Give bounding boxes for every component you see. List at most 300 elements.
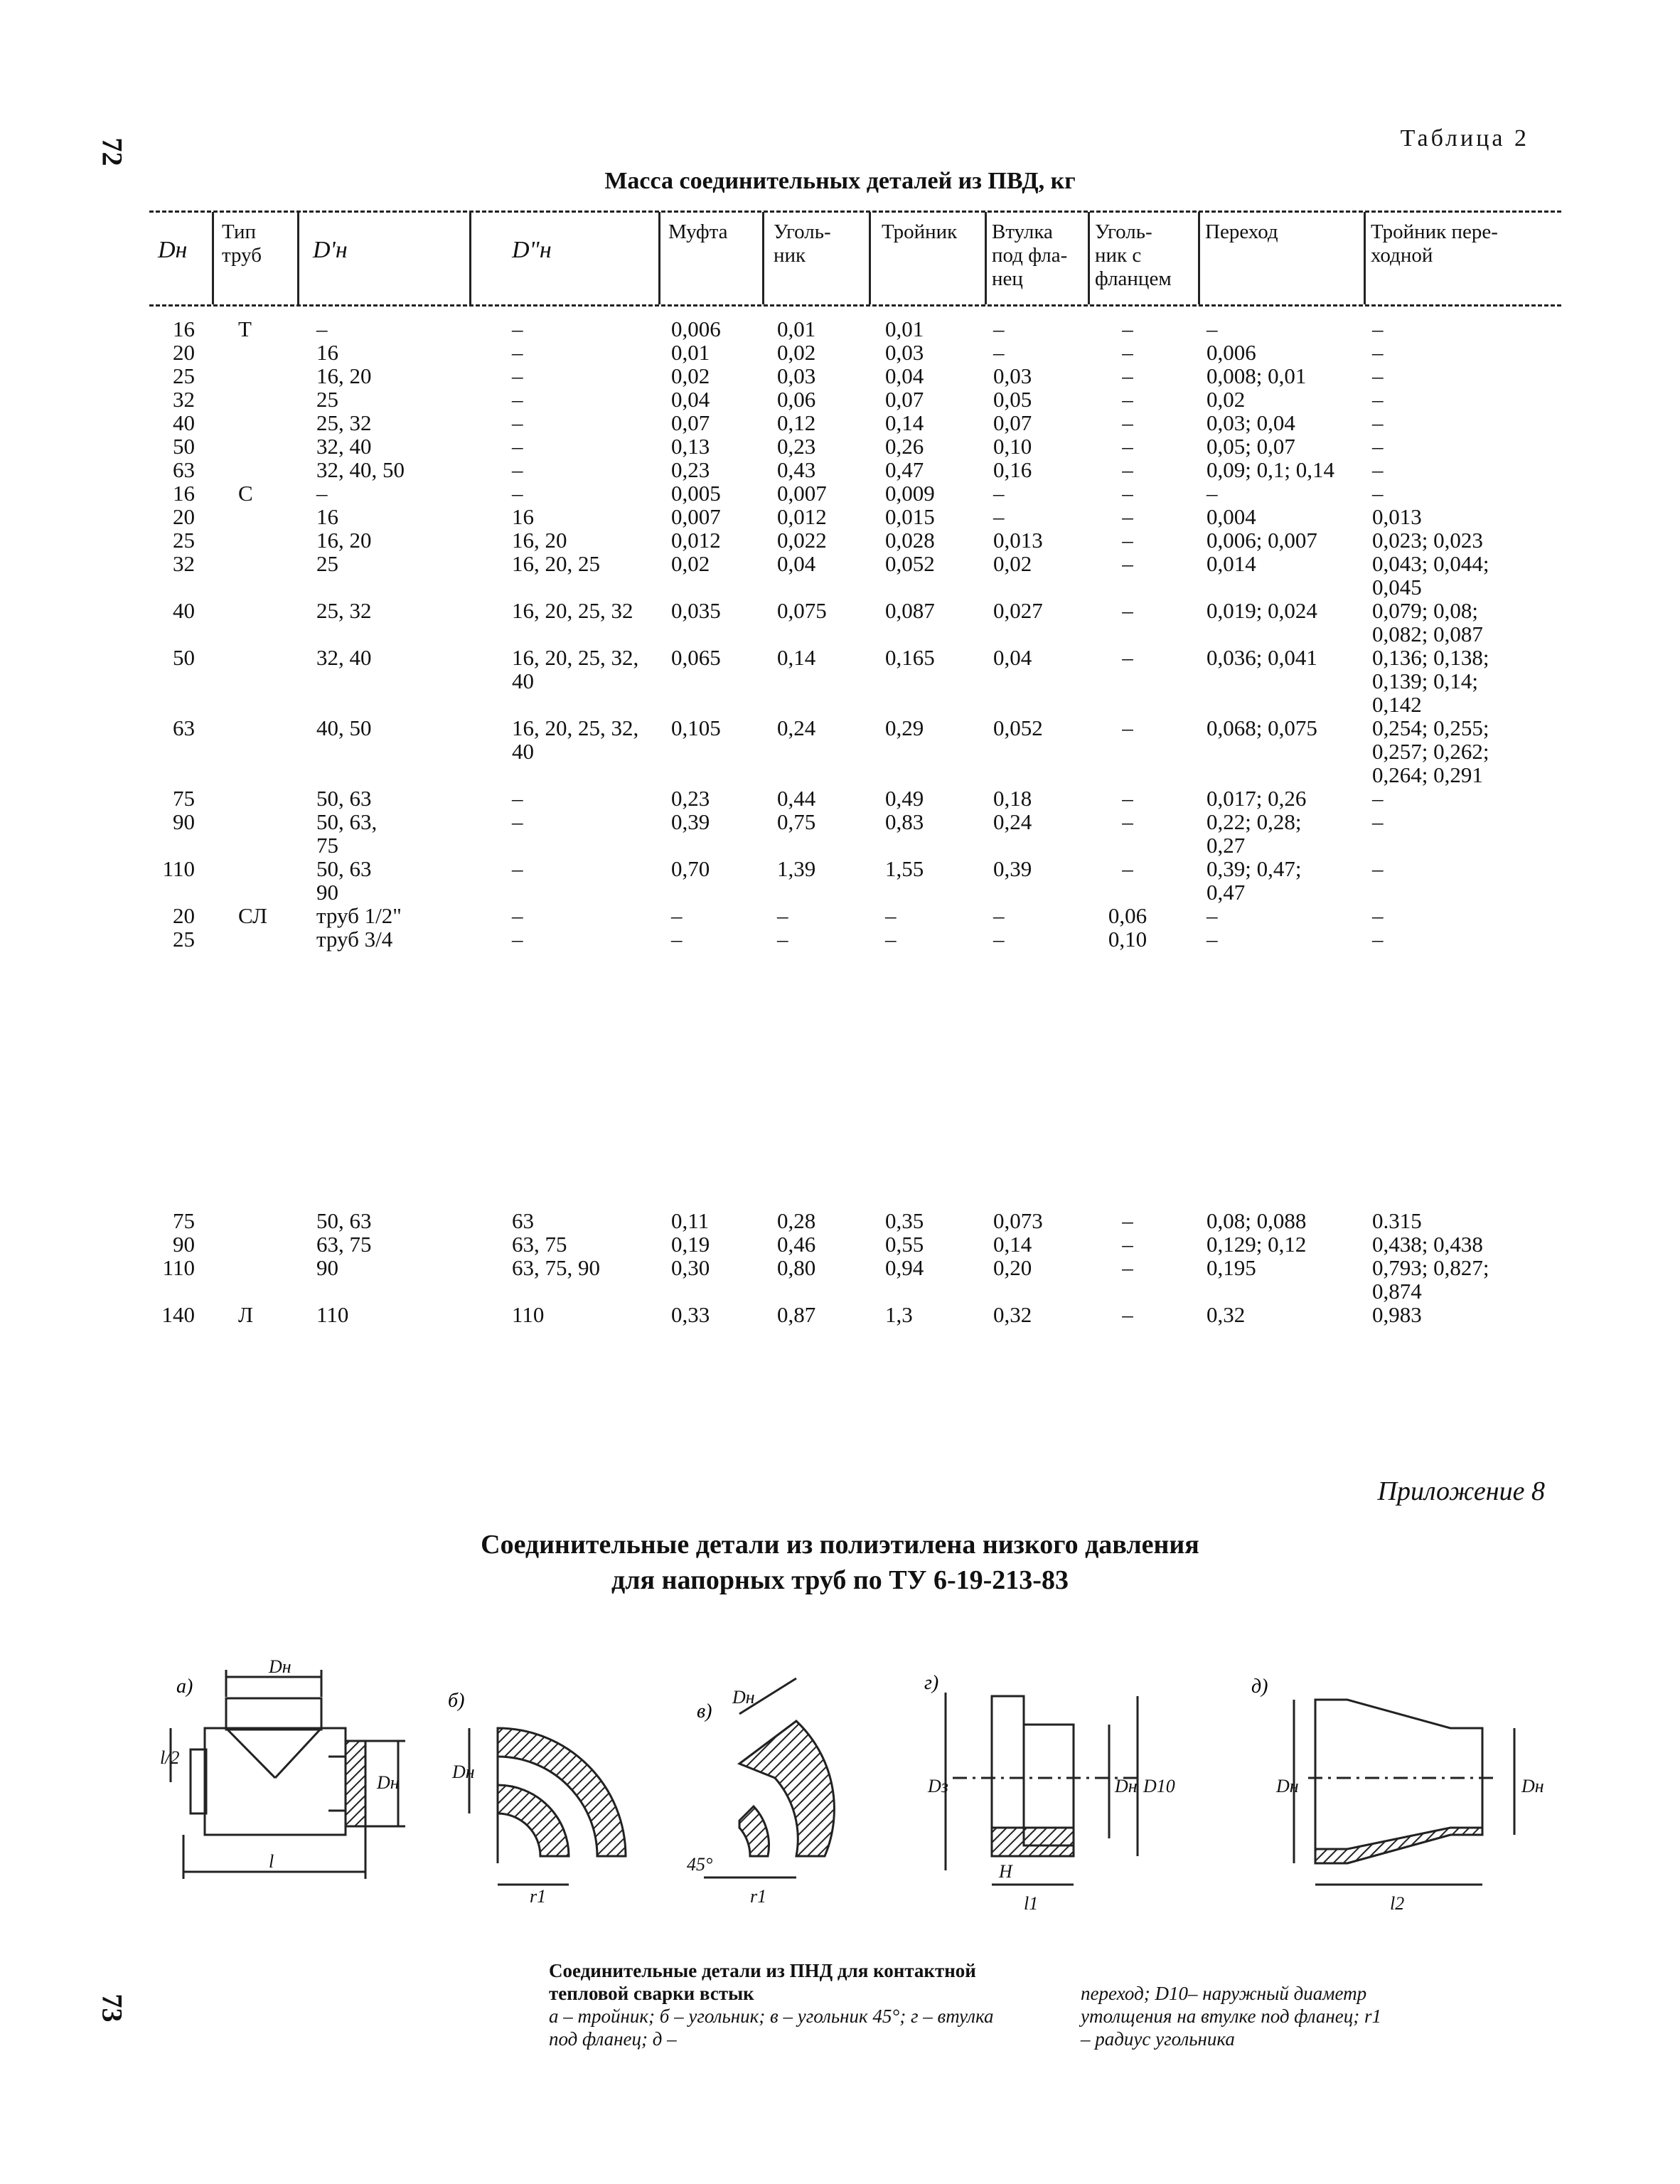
table-row: [0, 1303, 1680, 1327]
table-cell: 0,065: [671, 645, 721, 670]
table-cell: 0,05: [993, 387, 1032, 412]
dim-dz: Dз: [928, 1776, 948, 1796]
table-cell: 20: [173, 504, 195, 529]
table-cell: –: [512, 410, 523, 435]
table-cell: 0,015: [885, 504, 935, 529]
table-cell: 32, 40, 50: [316, 457, 405, 482]
table-cell: –: [1372, 387, 1384, 412]
section-title-line1: Соединительные детали из полиэтилена низкого давления: [481, 1530, 1199, 1560]
table-row: [0, 787, 1680, 811]
table-cell: –: [512, 903, 523, 928]
dim-d10: D10: [1143, 1776, 1175, 1796]
dim-dn-bush: Dн: [1115, 1776, 1138, 1796]
col-divider: [469, 212, 471, 304]
table-cell: 0,006; 0,007: [1207, 528, 1317, 553]
table-cell: 50: [173, 434, 195, 459]
table-cell: 0,16: [993, 457, 1032, 482]
table-cell: 0,39; 0,47; 0,47: [1207, 856, 1302, 905]
table-cell: 0,32: [993, 1302, 1032, 1327]
table-cell: 0,04: [671, 387, 710, 412]
elbow45-drawing: [704, 1678, 834, 1877]
table-cell: 16: [512, 504, 534, 529]
dim-dn-elbow45: Dн: [732, 1687, 755, 1708]
dim-dn-elbow: Dн: [452, 1762, 475, 1782]
fittings-figure: [0, 1657, 1680, 1927]
table-cell: 0,013: [993, 528, 1043, 553]
table-cell: 16: [316, 504, 338, 529]
table-cell: 25, 32: [316, 598, 372, 623]
table-cell: 0,24: [993, 809, 1032, 834]
table-cell: 0,073: [993, 1208, 1043, 1233]
table-cell: 0,004: [1207, 504, 1256, 529]
table-cell: 25: [173, 927, 195, 952]
table-cell: 0,23: [671, 457, 710, 482]
table-cell: 0,165: [885, 645, 935, 670]
table-cell: 0,017; 0,26: [1207, 786, 1307, 811]
table-cell: 140: [161, 1302, 195, 1327]
table-cell: 16, 20, 25: [512, 551, 600, 576]
table-cell: 0,023; 0,023: [1372, 528, 1483, 553]
page-number-top: 72: [96, 137, 129, 166]
table-row: [0, 1209, 1680, 1233]
table-cell: 0,14: [777, 645, 816, 670]
table-cell: 0,06: [1108, 903, 1147, 928]
table-cell: –: [1372, 809, 1384, 834]
table-cell: 16, 20: [512, 528, 567, 553]
caption-title: Соединительные детали из ПНД для контактной тепловой сварки встык: [549, 1960, 976, 2004]
table-cell: 0,83: [885, 809, 924, 834]
table-cell: 16, 20, 25, 32: [512, 598, 633, 623]
table-row: [0, 341, 1680, 365]
table-cell: 50, 63: [316, 1208, 372, 1233]
table-header-cell: Уголь- ник с фланцем: [1095, 220, 1172, 290]
table-cell: 0,006: [1207, 340, 1256, 365]
table-cell: –: [993, 927, 1005, 952]
table-cell: Л: [238, 1302, 254, 1327]
table-cell: 25: [316, 387, 338, 412]
table-cell: 0,32: [1207, 1302, 1246, 1327]
table-cell: –: [1122, 1302, 1133, 1327]
table-cell: 0,39: [993, 856, 1032, 881]
dim-angle: 45°: [687, 1854, 713, 1875]
table-cell: 0,80: [777, 1255, 816, 1280]
table-row: [0, 481, 1680, 506]
table-cell: –: [512, 481, 523, 506]
table-cell: –: [1207, 316, 1218, 341]
table-cell: –: [512, 316, 523, 341]
table-cell: 0,03; 0,04: [1207, 410, 1295, 435]
reducer-drawing: [1294, 1700, 1514, 1885]
table-cell: –: [993, 504, 1005, 529]
col-divider: [1364, 212, 1366, 304]
table-cell: 0,129; 0,12: [1207, 1232, 1307, 1257]
table-cell: –: [1122, 504, 1133, 529]
table-cell: 63: [173, 715, 195, 740]
table-cell: –: [1372, 340, 1384, 365]
table-cell: –: [512, 387, 523, 412]
table-cell: 75: [173, 786, 195, 811]
table-cell: 16, 20: [316, 528, 372, 553]
table-cell: 0,01: [671, 340, 710, 365]
table-cell: 110: [162, 1255, 195, 1280]
table-cell: –: [1372, 457, 1384, 482]
table-cell: –: [993, 481, 1005, 506]
table-cell: 0,05; 0,07: [1207, 434, 1295, 459]
table-cell: –: [512, 786, 523, 811]
table-cell: 63: [173, 457, 195, 482]
table-cell: 90: [316, 1255, 338, 1280]
table-cell: 0,136; 0,138; 0,139; 0,14; 0,142: [1372, 645, 1489, 717]
table-row: [0, 551, 1680, 600]
table-row: [0, 1255, 1680, 1304]
table-cell: –: [993, 903, 1005, 928]
table-cell: 0,052: [885, 551, 935, 576]
table-cell: 0,14: [885, 410, 924, 435]
table-label: Таблица 2: [1400, 125, 1529, 151]
table-cell: 0,19: [671, 1232, 710, 1257]
table-cell: 0,02: [993, 551, 1032, 576]
dim-dn-tee-side: Dн: [377, 1772, 400, 1793]
table-row: [0, 904, 1680, 928]
table-row: [0, 927, 1680, 952]
dim-r1-elbow: r1: [530, 1886, 547, 1907]
table-cell: –: [671, 927, 683, 952]
table-cell: –: [512, 856, 523, 881]
dim-dn-tee: Dн: [269, 1657, 291, 1677]
table-cell: 0,438; 0,438: [1372, 1232, 1483, 1257]
table-cell: 25, 32: [316, 410, 372, 435]
table-cell: 20: [173, 903, 195, 928]
table-cell: 0,87: [777, 1302, 816, 1327]
table-cell: 0,04: [993, 645, 1032, 670]
table-cell: –: [512, 363, 523, 388]
table-cell: 0,10: [993, 434, 1032, 459]
table-cell: –: [512, 434, 523, 459]
table-cell: 0,02: [671, 363, 710, 388]
table-cell: 0,29: [885, 715, 924, 740]
table-cell: 0,014: [1207, 551, 1256, 576]
table-cell: –: [1122, 598, 1133, 623]
table-cell: 0,012: [671, 528, 721, 553]
table-cell: 90: [173, 809, 195, 834]
table-cell: –: [1122, 434, 1133, 459]
table-header-cell: Тройник пере- ходной: [1371, 220, 1498, 267]
table-cell: 0,13: [671, 434, 710, 459]
table-cell: 0,793; 0,827; 0,874: [1372, 1255, 1489, 1304]
table-cell: 0,75: [777, 809, 816, 834]
table-cell: 0,23: [671, 786, 710, 811]
table-cell: –: [1122, 551, 1133, 576]
table-cell: 0,09; 0,1; 0,14: [1207, 457, 1334, 482]
table-cell: 0,075: [777, 598, 827, 623]
label-a: а): [176, 1676, 193, 1698]
col-divider: [869, 212, 871, 304]
table-cell: 32, 40: [316, 434, 372, 459]
table-cell: 0,10: [1108, 927, 1147, 952]
dim-l-half: l/2: [160, 1747, 180, 1768]
table-cell: 16: [316, 340, 338, 365]
table-cell: 110: [162, 856, 195, 881]
table-cell: 0,009: [885, 481, 935, 506]
table-cell: 0,035: [671, 598, 721, 623]
table-cell: 0,70: [671, 856, 710, 881]
table-cell: 0.315: [1372, 1208, 1422, 1233]
table-cell: 110: [512, 1302, 545, 1327]
table-cell: –: [316, 481, 328, 506]
table-row: [0, 505, 1680, 529]
table-header-cell: Уголь- ник: [774, 220, 831, 267]
table-cell: –: [1122, 410, 1133, 435]
table-cell: 32: [173, 387, 195, 412]
dim-r1-elbow45: r1: [750, 1886, 767, 1907]
col-divider: [985, 212, 987, 304]
table-cell: –: [512, 927, 523, 952]
dim-dn-red-left: Dн: [1276, 1776, 1299, 1796]
table-cell: 0,254; 0,255; 0,257; 0,262; 0,264; 0,291: [1372, 715, 1489, 787]
table-cell: 0,46: [777, 1232, 816, 1257]
label-d: г): [924, 1672, 939, 1694]
table-cell: –: [885, 903, 897, 928]
table-cell: 0,007: [777, 481, 827, 506]
table-cell: 40, 50: [316, 715, 372, 740]
table-cell: –: [512, 457, 523, 482]
table-cell: –: [993, 316, 1005, 341]
table-cell: 0,008; 0,01: [1207, 363, 1307, 388]
table-cell: 0,02: [1207, 387, 1246, 412]
table-cell: –: [1122, 715, 1133, 740]
dim-dn-red-right: Dн: [1521, 1776, 1544, 1796]
table-cell: 0,23: [777, 434, 816, 459]
table-cell: –: [1122, 1255, 1133, 1280]
table-cell: С: [238, 481, 253, 506]
table-cell: –: [1372, 410, 1384, 435]
table-cell: –: [1122, 481, 1133, 506]
table-cell: –: [1372, 481, 1384, 506]
table-cell: 0,07: [885, 387, 924, 412]
col-divider: [1088, 212, 1090, 304]
table-cell: –: [1372, 856, 1384, 881]
table-cell: 0,04: [777, 551, 816, 576]
table-header-cell: Dн: [158, 237, 188, 263]
table-cell: –: [1372, 316, 1384, 341]
table-cell: 0,006: [671, 316, 721, 341]
table-cell: 25: [173, 363, 195, 388]
table-row: [0, 411, 1680, 435]
table-cell: –: [1122, 457, 1133, 482]
table-cell: –: [1122, 809, 1133, 834]
table-cell: 0,079; 0,08; 0,082; 0,087: [1372, 598, 1483, 646]
table-row: [0, 856, 1680, 905]
table-cell: 0,08; 0,088: [1207, 1208, 1307, 1233]
table-header-cell: Муфта: [668, 220, 728, 243]
table-cell: 0,55: [885, 1232, 924, 1257]
table-cell: 0,26: [885, 434, 924, 459]
table-cell: –: [885, 927, 897, 952]
dim-l2: l2: [1390, 1893, 1405, 1914]
table-cell: –: [1372, 786, 1384, 811]
table-cell: –: [1122, 786, 1133, 811]
table-cell: 0,14: [993, 1232, 1032, 1257]
table-cell: 40: [173, 410, 195, 435]
table-cell: 0,11: [671, 1208, 710, 1233]
table-cell: 0,068; 0,075: [1207, 715, 1317, 740]
table-cell: 0,983: [1372, 1302, 1422, 1327]
table-cell: 63, 75: [316, 1232, 372, 1257]
col-divider: [658, 212, 660, 304]
table-row: [0, 809, 1680, 858]
table-cell: 1,55: [885, 856, 924, 881]
table-cell: 0,39: [671, 809, 710, 834]
col-divider: [297, 212, 299, 304]
table-row: [0, 364, 1680, 388]
table-cell: 0,49: [885, 786, 924, 811]
table-cell: 0,04: [885, 363, 924, 388]
table-cell: 50, 63, 75: [316, 809, 378, 858]
table-cell: 0,44: [777, 786, 816, 811]
table-cell: 16: [173, 481, 195, 506]
appendix-label: Приложение 8: [1377, 1476, 1545, 1506]
table-cell: –: [1122, 528, 1133, 553]
table-cell: 1,3: [885, 1302, 913, 1327]
table-cell: 0,043; 0,044; 0,045: [1372, 551, 1489, 600]
table-cell: 25: [316, 551, 338, 576]
table-cell: 0,28: [777, 1208, 816, 1233]
table-cell: 0,06: [777, 387, 816, 412]
table-cell: –: [671, 903, 683, 928]
table-cell: 110: [316, 1302, 349, 1327]
table-cell: 0,20: [993, 1255, 1032, 1280]
table-cell: 0,007: [671, 504, 721, 529]
table-cell: 63, 75: [512, 1232, 567, 1257]
table-header-cell: Тройник: [882, 220, 958, 243]
table-cell: 0,028: [885, 528, 935, 553]
table-row: [0, 435, 1680, 459]
table-header-cell: D"н: [512, 237, 552, 263]
table-cell: –: [1372, 434, 1384, 459]
table-cell: 0,03: [993, 363, 1032, 388]
caption-left-text: а – тройник; б – угольник; в – угольник 45°; г – втулка под фланец; д –: [549, 2005, 994, 2050]
table-cell: –: [512, 809, 523, 834]
table-cell: –: [1372, 927, 1384, 952]
table-header-cell: Тип труб: [222, 220, 262, 267]
table-cell: 0,01: [885, 316, 924, 341]
table-cell: –: [993, 340, 1005, 365]
table-cell: –: [316, 316, 328, 341]
table-cell: –: [1122, 363, 1133, 388]
label-e: д): [1251, 1676, 1268, 1698]
table-cell: СЛ: [238, 903, 267, 928]
table-row: [0, 528, 1680, 553]
table-cell: 90: [173, 1232, 195, 1257]
table-cell: 20: [173, 340, 195, 365]
table-row: [0, 458, 1680, 482]
table-cell: 16: [173, 316, 195, 341]
table-cell: 50: [173, 645, 195, 670]
table-cell: 0,24: [777, 715, 816, 740]
table-cell: 0,33: [671, 1302, 710, 1327]
table-cell: 0,30: [671, 1255, 710, 1280]
table-cell: 0,005: [671, 481, 721, 506]
table-cell: –: [1372, 363, 1384, 388]
table-cell: 0,02: [777, 340, 816, 365]
label-b: б): [448, 1690, 465, 1712]
table-cell: 0,036; 0,041: [1207, 645, 1317, 670]
section-title-line2: для напорных труб по ТУ 6-19-213-83: [611, 1565, 1069, 1595]
page-number-bottom: 73: [96, 1993, 129, 2023]
table-cell: –: [1207, 481, 1218, 506]
table-cell: 0,027: [993, 598, 1043, 623]
table-cell: –: [1122, 1208, 1133, 1233]
table-cell: 0,35: [885, 1208, 924, 1233]
table-cell: 63, 75, 90: [512, 1255, 600, 1280]
table-header-rule: [149, 304, 1561, 307]
table-top-rule: [149, 211, 1561, 213]
table-cell: –: [1122, 387, 1133, 412]
table-cell: 0,07: [671, 410, 710, 435]
table-row: [0, 598, 1680, 646]
table-cell: 16, 20: [316, 363, 372, 388]
table-cell: 40: [173, 598, 195, 623]
col-divider: [1198, 212, 1200, 304]
table-cell: 16, 20, 25, 32, 40: [512, 715, 639, 764]
flange-bushing-drawing: [946, 1693, 1138, 1885]
table-cell: –: [1122, 856, 1133, 881]
table-cell: Т: [238, 316, 252, 341]
table-cell: 63: [512, 1208, 534, 1233]
table-cell: 0,195: [1207, 1255, 1256, 1280]
table-cell: 0,052: [993, 715, 1043, 740]
table-cell: 1,39: [777, 856, 816, 881]
table-cell: труб 3/4: [316, 927, 393, 952]
figure-caption-left: [549, 1959, 1018, 2050]
table-cell: –: [1207, 903, 1218, 928]
table-cell: 0,105: [671, 715, 721, 740]
table-row: [0, 317, 1680, 341]
table-cell: –: [1372, 903, 1384, 928]
table-cell: 0,012: [777, 504, 827, 529]
table-cell: 50, 63: [316, 786, 372, 811]
dim-l1: l1: [1024, 1893, 1039, 1914]
table-cell: 0,019; 0,024: [1207, 598, 1317, 623]
table-header-cell: Втулка под фла- нец: [992, 220, 1068, 290]
table-cell: 0,94: [885, 1255, 924, 1280]
table-cell: 0,22; 0,28; 0,27: [1207, 809, 1302, 858]
table-cell: 0,07: [993, 410, 1032, 435]
table-cell: 0,12: [777, 410, 816, 435]
table-cell: –: [1122, 1232, 1133, 1257]
table-cell: –: [777, 927, 788, 952]
table-cell: –: [1122, 645, 1133, 670]
table-cell: –: [512, 340, 523, 365]
figure-caption-right: переход; D10– наружный диаметр утолщения на втулке под фланец; r1 – радиус угольника: [1081, 1983, 1382, 2050]
table-cell: 0,03: [885, 340, 924, 365]
table-row: [0, 1232, 1680, 1257]
table-header-cell: Переход: [1205, 220, 1278, 243]
table-header-cell: D'н: [313, 237, 348, 263]
table-cell: 0,087: [885, 598, 935, 623]
table-row: [0, 388, 1680, 412]
table-row: [0, 715, 1680, 787]
table-row: [0, 645, 1680, 717]
col-divider: [762, 212, 764, 304]
label-c: в): [697, 1700, 712, 1722]
table-cell: –: [1122, 316, 1133, 341]
elbow-drawing: [469, 1728, 626, 1885]
table-cell: 25: [173, 528, 195, 553]
table-cell: 0,01: [777, 316, 816, 341]
tee-drawing: [171, 1670, 405, 1879]
dim-h: H: [999, 1861, 1012, 1882]
